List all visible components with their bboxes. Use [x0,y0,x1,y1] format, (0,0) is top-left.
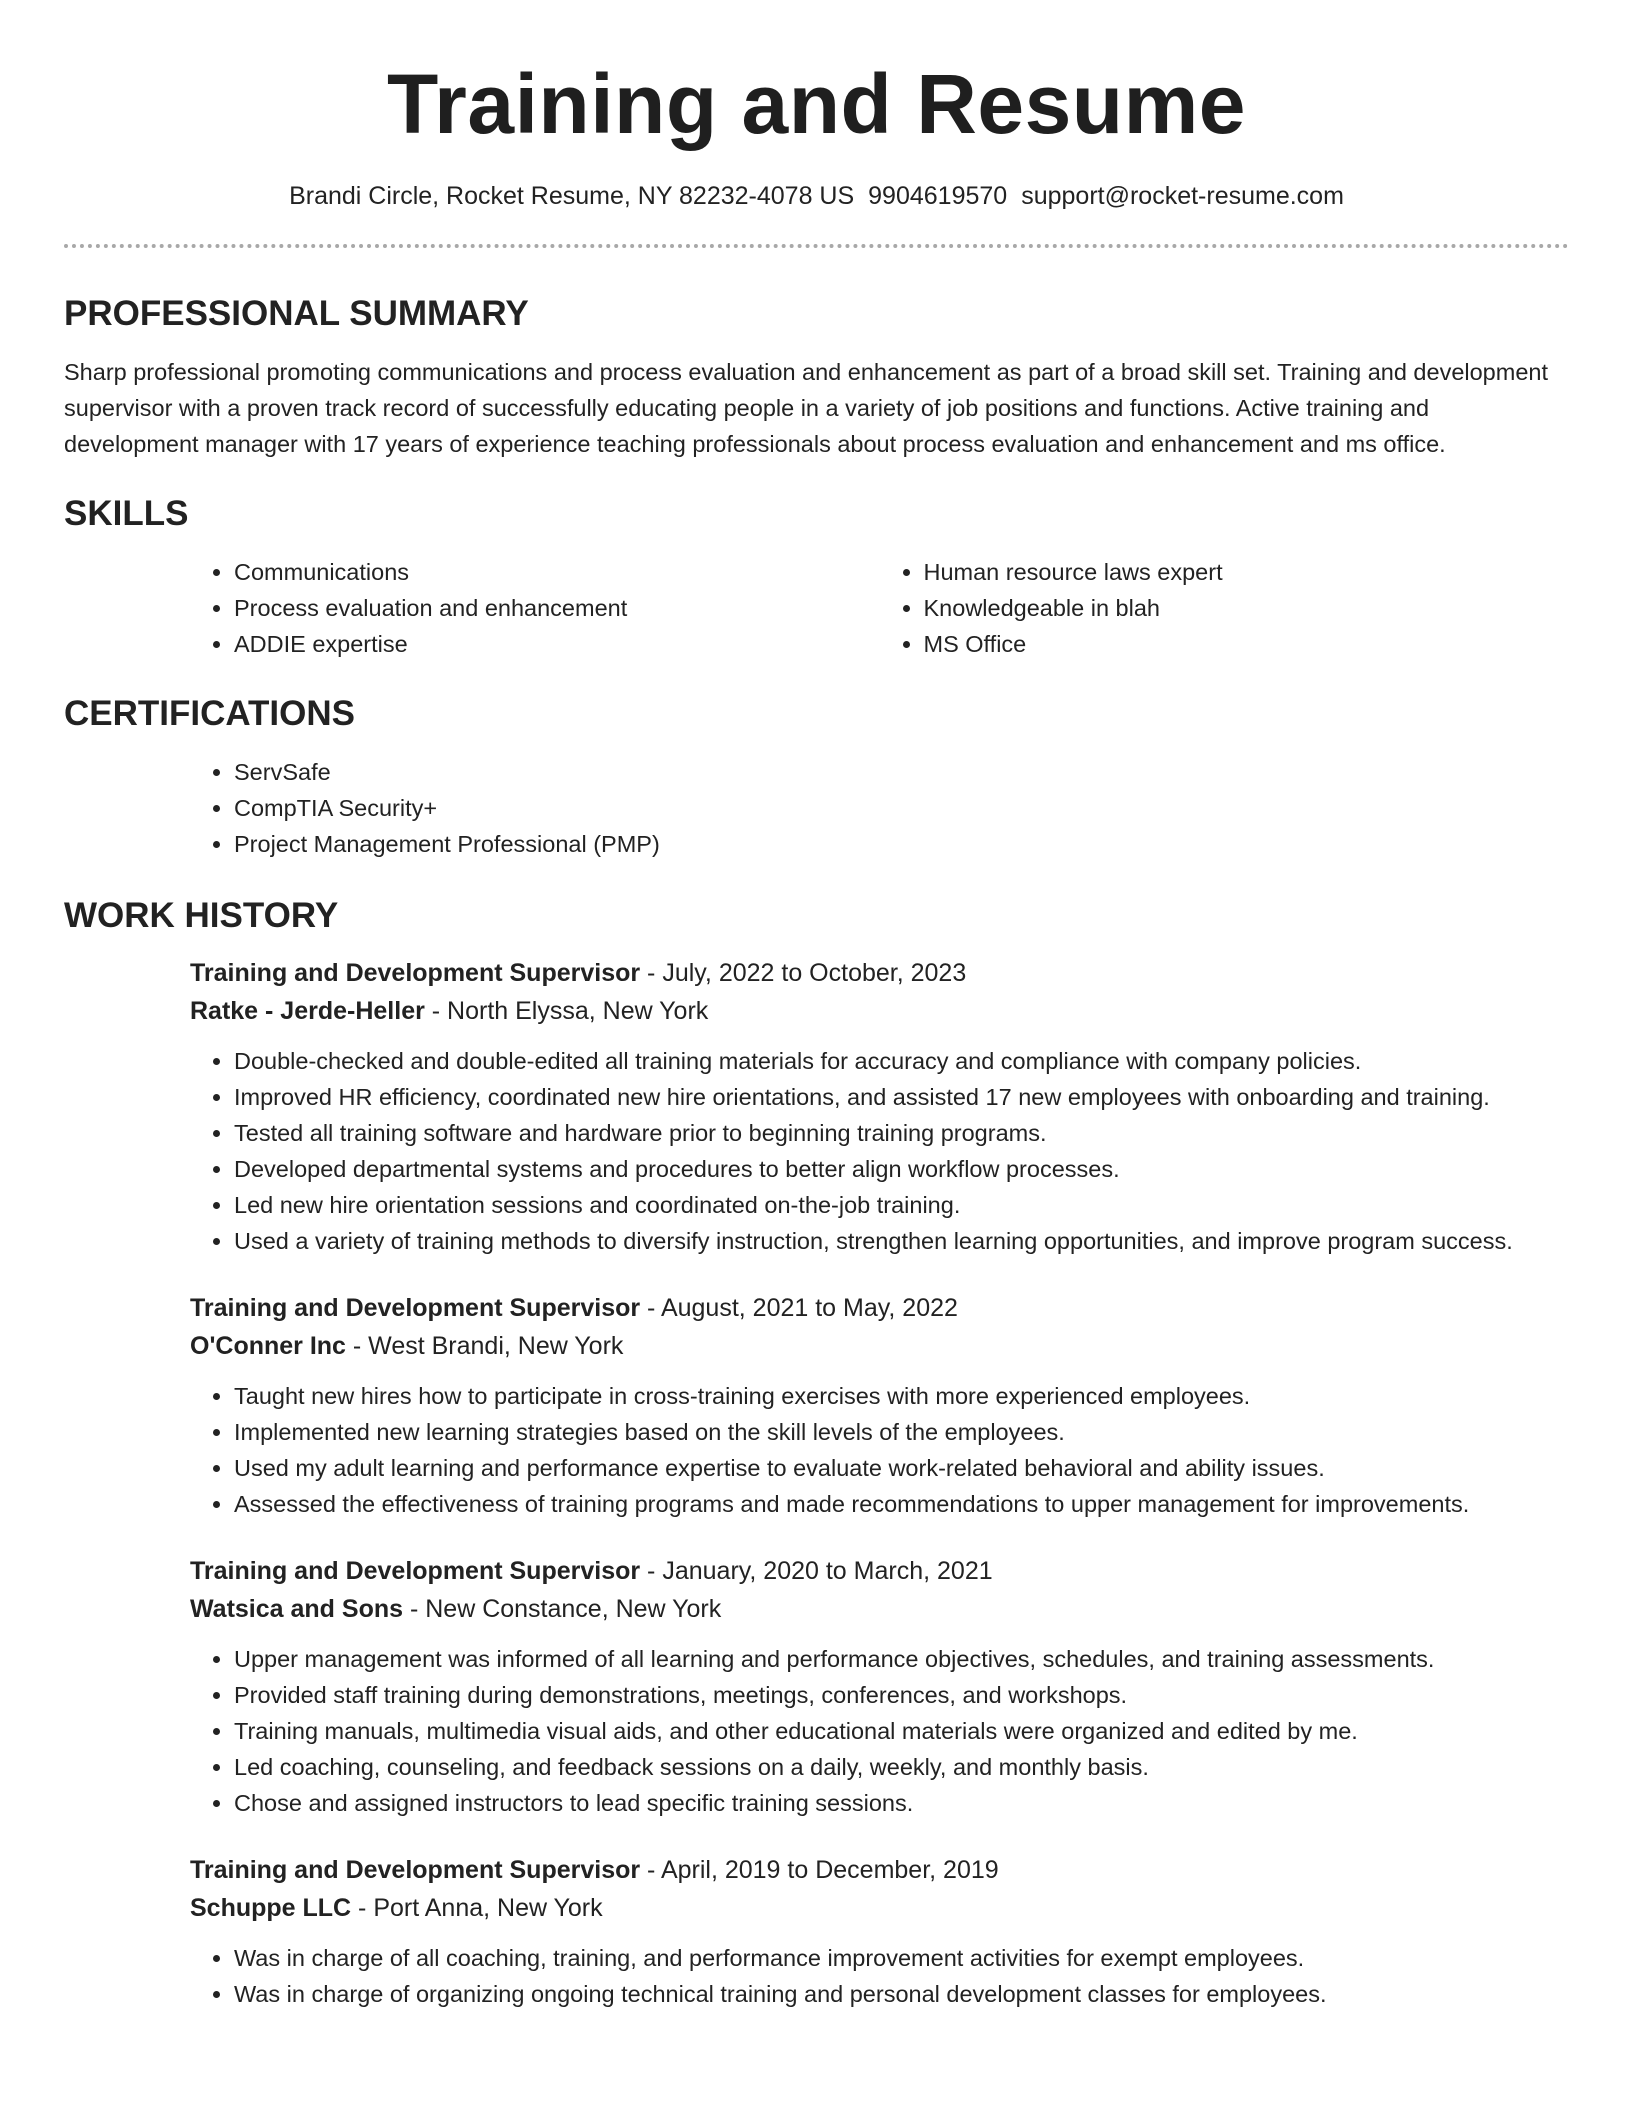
job-bullets [190,1641,1569,1821]
skill-item: • MS Office [924,626,1570,662]
skills-list-right [880,554,1570,662]
job-bullet: • Tested all training software and hardware prior to beginning training programs. [234,1115,1569,1151]
work-history-heading: WORK HISTORY [64,896,339,935]
job-dates: - July, 2022 to October, 2023 [640,959,967,987]
job-bullet: • Used a variety of training methods to diversify instruction, strengthen learning opportunities, and improve program success. [234,1223,1569,1259]
resume-page [64,0,1569,2042]
job-company: Watsica and Sons [190,1595,404,1623]
skills-heading: SKILLS [64,494,189,533]
skill-item: • Process evaluation and enhancement [234,590,880,626]
job-bullet: • Double-checked and double-edited all training materials for accuracy and compliance with company policies. [234,1043,1569,1079]
job-location: - North Elyssa, New York [424,997,709,1025]
certifications-section [64,692,1569,862]
job-bullet: • Assessed the effectiveness of training programs and made recommendations to upper management for improvements. [234,1486,1569,1522]
job-bullet: • Provided staff training during demonstrations, meetings, conferences, and workshops. [234,1677,1569,1713]
job-bullets [190,1043,1569,1259]
job-title: Training and Development Supervisor [190,1856,641,1884]
job-title: Training and Development Supervisor [190,1557,641,1585]
contact-email: support@rocket-resume.com [1021,182,1344,210]
certifications-list [190,754,1569,862]
job-bullet: • Upper management was informed of all learning and performance objectives, schedules, and training assessments. [234,1641,1569,1677]
job-company: O'Conner Inc [190,1332,346,1360]
job-title-line [190,1289,1569,1327]
skills-list-left [190,554,880,662]
certification-item: • ServSafe [234,754,1569,790]
job-bullet: • Used my adult learning and performance expertise to evaluate work-related behavioral and ability issues. [234,1450,1569,1486]
summary-section [64,292,1569,462]
job-bullet: • Led coaching, counseling, and feedback sessions on a daily, weekly, and monthly basis. [234,1749,1569,1785]
job-bullet: • Implemented new learning strategies based on the skill levels of the employees. [234,1414,1569,1450]
skills-section [64,492,1569,662]
job-bullets [190,1378,1569,1522]
job-location: - New Constance, New York [403,1595,722,1623]
job-title: Training and Development Supervisor [190,959,641,987]
job-company: Ratke - Jerde-Heller [190,997,425,1025]
job-bullet: • Training manuals, multimedia visual aids, and other educational materials were organized and edited by me. [234,1713,1569,1749]
job-bullet: • Led new hire orientation sessions and coordinated on-the-job training. [234,1187,1569,1223]
certification-item: • CompTIA Security+ [234,790,1569,826]
job-dates: - August, 2021 to May, 2022 [640,1294,958,1322]
job-bullet: • Was in charge of organizing ongoing technical training and personal development classes for employees. [234,1976,1569,2012]
skills-columns [190,554,1569,662]
job-bullets [190,1940,1569,2012]
job-company-line [190,992,1569,1030]
job-company-line [190,1327,1569,1365]
skill-item: • Communications [234,554,880,590]
job-entry [190,1851,1569,2012]
job-location: - Port Anna, New York [351,1894,603,1922]
job-bullet: • Taught new hires how to participate in cross-training exercises with more experienced employees. [234,1378,1569,1414]
jobs-list [190,954,1569,2012]
job-bullet: • Developed departmental systems and procedures to better align workflow processes. [234,1151,1569,1187]
job-entry [190,1552,1569,1821]
work-history-section [64,894,1569,2012]
certification-item: • Project Management Professional (PMP) [234,826,1569,862]
job-location: - West Brandi, New York [345,1332,624,1360]
header-divider [64,244,1569,248]
job-title-line [190,1552,1569,1590]
job-dates: - April, 2019 to December, 2019 [640,1856,999,1884]
skill-item: • ADDIE expertise [234,626,880,662]
job-company: Schuppe LLC [190,1894,352,1922]
job-bullet: • Was in charge of all coaching, training, and performance improvement activities for exempt employees. [234,1940,1569,1976]
job-entry [190,1289,1569,1522]
job-dates: - January, 2020 to March, 2021 [640,1557,993,1585]
job-title-line [190,954,1569,992]
certifications-heading: CERTIFICATIONS [64,694,356,733]
contact-line [64,180,1569,212]
job-bullet: • Chose and assigned instructors to lead specific training sessions. [234,1785,1569,1821]
job-title: Training and Development Supervisor [190,1294,641,1322]
skill-item: • Knowledgeable in blah [924,590,1570,626]
job-entry [190,954,1569,1259]
resume-name: Training and Resume [386,57,1246,151]
job-company-line [190,1590,1569,1628]
job-title-line [190,1851,1569,1889]
job-company-line [190,1889,1569,1927]
skill-item: • Human resource laws expert [924,554,1570,590]
summary-text: Sharp professional promoting communications and process evaluation and enhancement as part of a broad skill set. Training and development supervisor with a proven track record of successfully educating people in a variety of job positions and functions. Active training and development manager with 17 years of experience teaching professionals about process evaluation and enhancement and ms office. [64,359,1548,457]
contact-address: Brandi Circle, Rocket Resume, NY 82232-4078 US [289,182,855,210]
summary-heading: PROFESSIONAL SUMMARY [64,294,529,333]
contact-phone: 9904619570 [868,182,1008,210]
job-bullet: • Improved HR efficiency, coordinated new hire orientations, and assisted 17 new employees with onboarding and training. [234,1079,1569,1115]
